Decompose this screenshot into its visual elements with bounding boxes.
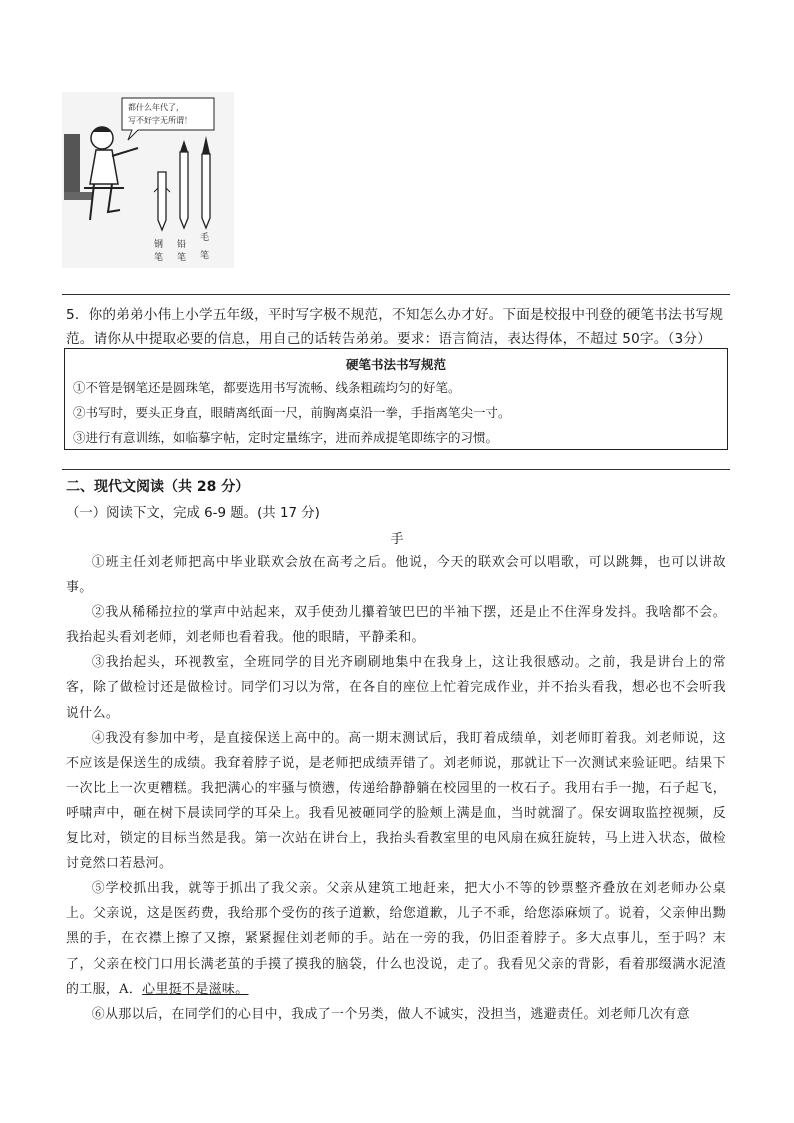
- paragraph-5-text: ⑤学校抓出我，就等于抓出了我父亲。父亲从建筑工地赶来，把大小不等的钞票整齐叠放在刘老师办公桌上。父亲说，这是医药费，我给那个受伤的孩子道歉，给您道歉，儿子不乖，给您添麻烦了。说着，父亲伸出黝黑的手，在衣襟上擦了又擦，紧紧握住刘老师的手。站在一旁的我，仍旧歪着脖子。多大点事儿，至于吗？末了，父亲在校门口用长满老茧的手摸了摸我的脑袋，什么也没说，走了。我看见父亲的背影，看着那缀满水泥渣的工服，A．: [66, 881, 726, 997]
- norms-box: [64, 348, 728, 450]
- paragraph-5: [66, 876, 726, 1001]
- divider-section: [62, 469, 730, 470]
- norms-item-1: ①不管是钢笔还是圆珠笔，都要选用书写流畅、线条粗疏均匀的好笔。: [73, 380, 461, 395]
- label-pencil-1: 铅: [177, 240, 187, 250]
- paragraph-6: ⑥从那以后，在同学们的心目中，我成了一个另类，做人不诚实，没担当，逃避责任。刘老师几次有意: [91, 1006, 690, 1022]
- paragraph-4: ④我没有参加中考，是直接保送上高中的。高一期末测试后，我盯着成绩单，刘老师盯着我。刘老师说，这不应该是保送生的成绩。我耷着脖子说，是老师把成绩弄错了。刘老师说，那就让下一次测试来验证吧。结果下一次比上一次更糟糕。我把满心的牢骚与愤懑，传递给静静躺在校园里的一枚石子。我用右手一抛，石子起飞，呼啸声中，砸在树下晨读同学的耳朵上。我看见被砸同学的脸颊上满是血，当时就溜了。保安调取监控视频，反复比对，锁定的目标当然是我。第一次站在讲台上，我抬头看教室里的电风扇在疯狂旋转，马上进入状态，做检讨竟然口若悬河。: [66, 730, 726, 872]
- paragraph-3: ③我抬起头，环视教室，全班同学的目光齐刷刷地集中在我身上，这让我很感动。之前，我是讲台上的常客，除了做检讨还是做检讨。同学们习以为常，在各自的座位上忙着完成作业，并不抬头看我，想必也不会听我说什么。: [66, 655, 726, 721]
- paragraph-2: ②我从稀稀拉拉的掌声中站起来，双手使劲儿攥着皱巴巴的半袖下摆，还是止不住浑身发抖。我啥都不会。我抬起头看刘老师，刘老师也看着我。他的眼睛，平静柔和。: [66, 605, 726, 646]
- norms-title: 硬笔书法书写规范: [345, 357, 446, 372]
- divider-top: [62, 294, 730, 295]
- section-subtitle: （一）阅读下文，完成 6-9 题。(共 17 分): [66, 506, 320, 521]
- paragraph-1: ①班主任刘老师把高中毕业联欢会放在高考之后。他说，今天的联欢会可以唱歌，可以跳舞，也可以讲故事。: [66, 555, 726, 596]
- label-brush-2: 笔: [200, 251, 210, 261]
- desk-shape: [64, 134, 80, 196]
- label-steel-1: 钢: [154, 240, 164, 250]
- underlined-sentence-a: 心里挺不是滋味。: [142, 981, 249, 997]
- cartoon-illustration: [62, 92, 234, 268]
- pen-brush-icon: [202, 136, 210, 228]
- article-title: 手: [390, 532, 404, 547]
- pen-pencil-icon: [180, 140, 188, 228]
- norms-item-3: ③进行有意训练，如临摹字帖，定时定量练字，进而养成提笔即练字的习惯。: [73, 430, 499, 445]
- label-brush-1: 毛: [200, 233, 210, 243]
- question-5: 5．你的弟弟小伟上小学五年级，平时写字极不规范，不知怎么办才好。下面是校报中刊登的硬笔书法书写规范。请你从中提取必要的信息，用自己的话转告弟弟。要求：语言简洁，表达得体，不超过 50字。（3分）: [66, 307, 724, 347]
- norms-item-2: ②书写时，要头正身直，眼睛离纸面一尺，前胸离桌沿一拳，手指离笔尖一寸。: [73, 405, 511, 420]
- label-pencil-2: 笔: [177, 253, 187, 263]
- speech-line-2: 写不好字无所谓！: [128, 116, 192, 125]
- article-body: [66, 550, 726, 1027]
- section-title: 二、现代文阅读（共 28 分）: [66, 479, 250, 495]
- speech-line-1: 都什么年代了，: [128, 103, 184, 112]
- label-steel-2: 笔: [154, 253, 164, 263]
